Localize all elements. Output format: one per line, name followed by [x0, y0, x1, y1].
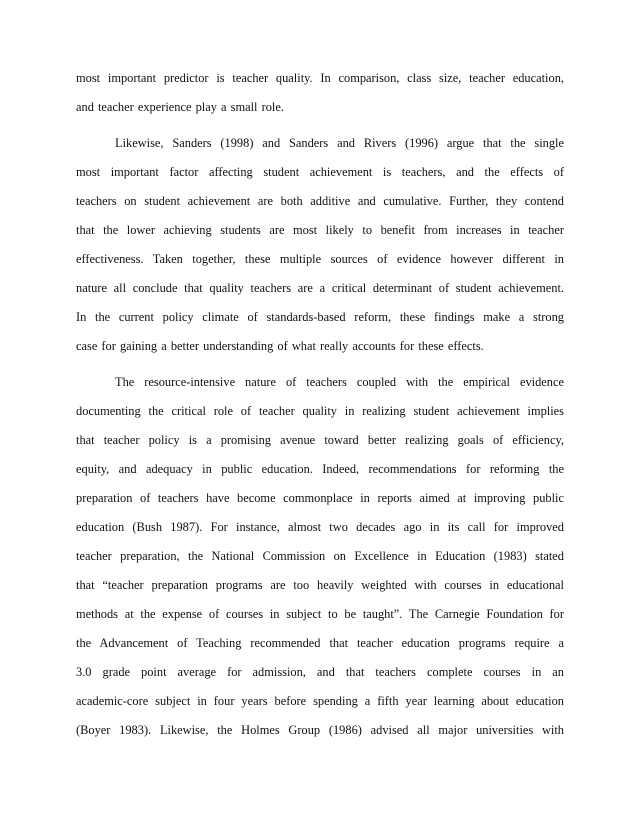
text-line: documenting the critical role of teacher quality in realizing student achievement implies [76, 404, 564, 418]
text-line: nature all conclude that quality teachers are a critical determinant of student achievement. [76, 281, 564, 295]
text-line: teacher preparation, the National Commission on Excellence in Education (1983) stated [76, 549, 564, 563]
text-line: the Advancement of Teaching recommended that teacher education programs require a [76, 636, 564, 650]
text-line: methods at the expense of courses in subject to be taught”. The Carnegie Foundation for [76, 607, 564, 621]
text-line: (Boyer 1983). Likewise, the Holmes Group (1986) advised all major universities with [76, 723, 564, 737]
text-line: Likewise, Sanders (1998) and Sanders and Rivers (1996) argue that the single [115, 136, 564, 150]
text-line: case for gaining a better understanding of what really accounts for these effects. [76, 339, 484, 353]
text-line: education (Bush 1987). For instance, almost two decades ago in its call for improved [76, 520, 564, 534]
paragraph-1 [76, 64, 564, 122]
text-line: that teacher policy is a promising avenue toward better realizing goals of efficiency, [76, 433, 564, 447]
document-body [76, 64, 564, 745]
text-line: 3.0 grade point average for admission, and that teachers complete courses in an [76, 665, 564, 679]
text-line: and teacher experience play a small role. [76, 100, 284, 114]
text-line: preparation of teachers have become commonplace in reports aimed at improving public [76, 491, 564, 505]
text-line: that the lower achieving students are most likely to benefit from increases in teacher [76, 223, 564, 237]
text-line: academic-core subject in four years before spending a fifth year learning about education [76, 694, 564, 708]
text-line: equity, and adequacy in public education. Indeed, recommendations for reforming the [76, 462, 564, 476]
text-line: most important predictor is teacher quality. In comparison, class size, teacher education, [76, 71, 564, 85]
paragraph-3 [76, 368, 564, 745]
text-line: teachers on student achievement are both additive and cumulative. Further, they contend [76, 194, 564, 208]
text-line: The resource-intensive nature of teachers coupled with the empirical evidence [115, 375, 564, 389]
text-line: effectiveness. Taken together, these multiple sources of evidence however different in [76, 252, 564, 266]
text-line: that “teacher preparation programs are too heavily weighted with courses in educational [76, 578, 564, 592]
text-line: In the current policy climate of standards-based reform, these findings make a strong [76, 310, 564, 324]
text-line: most important factor affecting student achievement is teachers, and the effects of [76, 165, 564, 179]
paragraph-2 [76, 129, 564, 361]
